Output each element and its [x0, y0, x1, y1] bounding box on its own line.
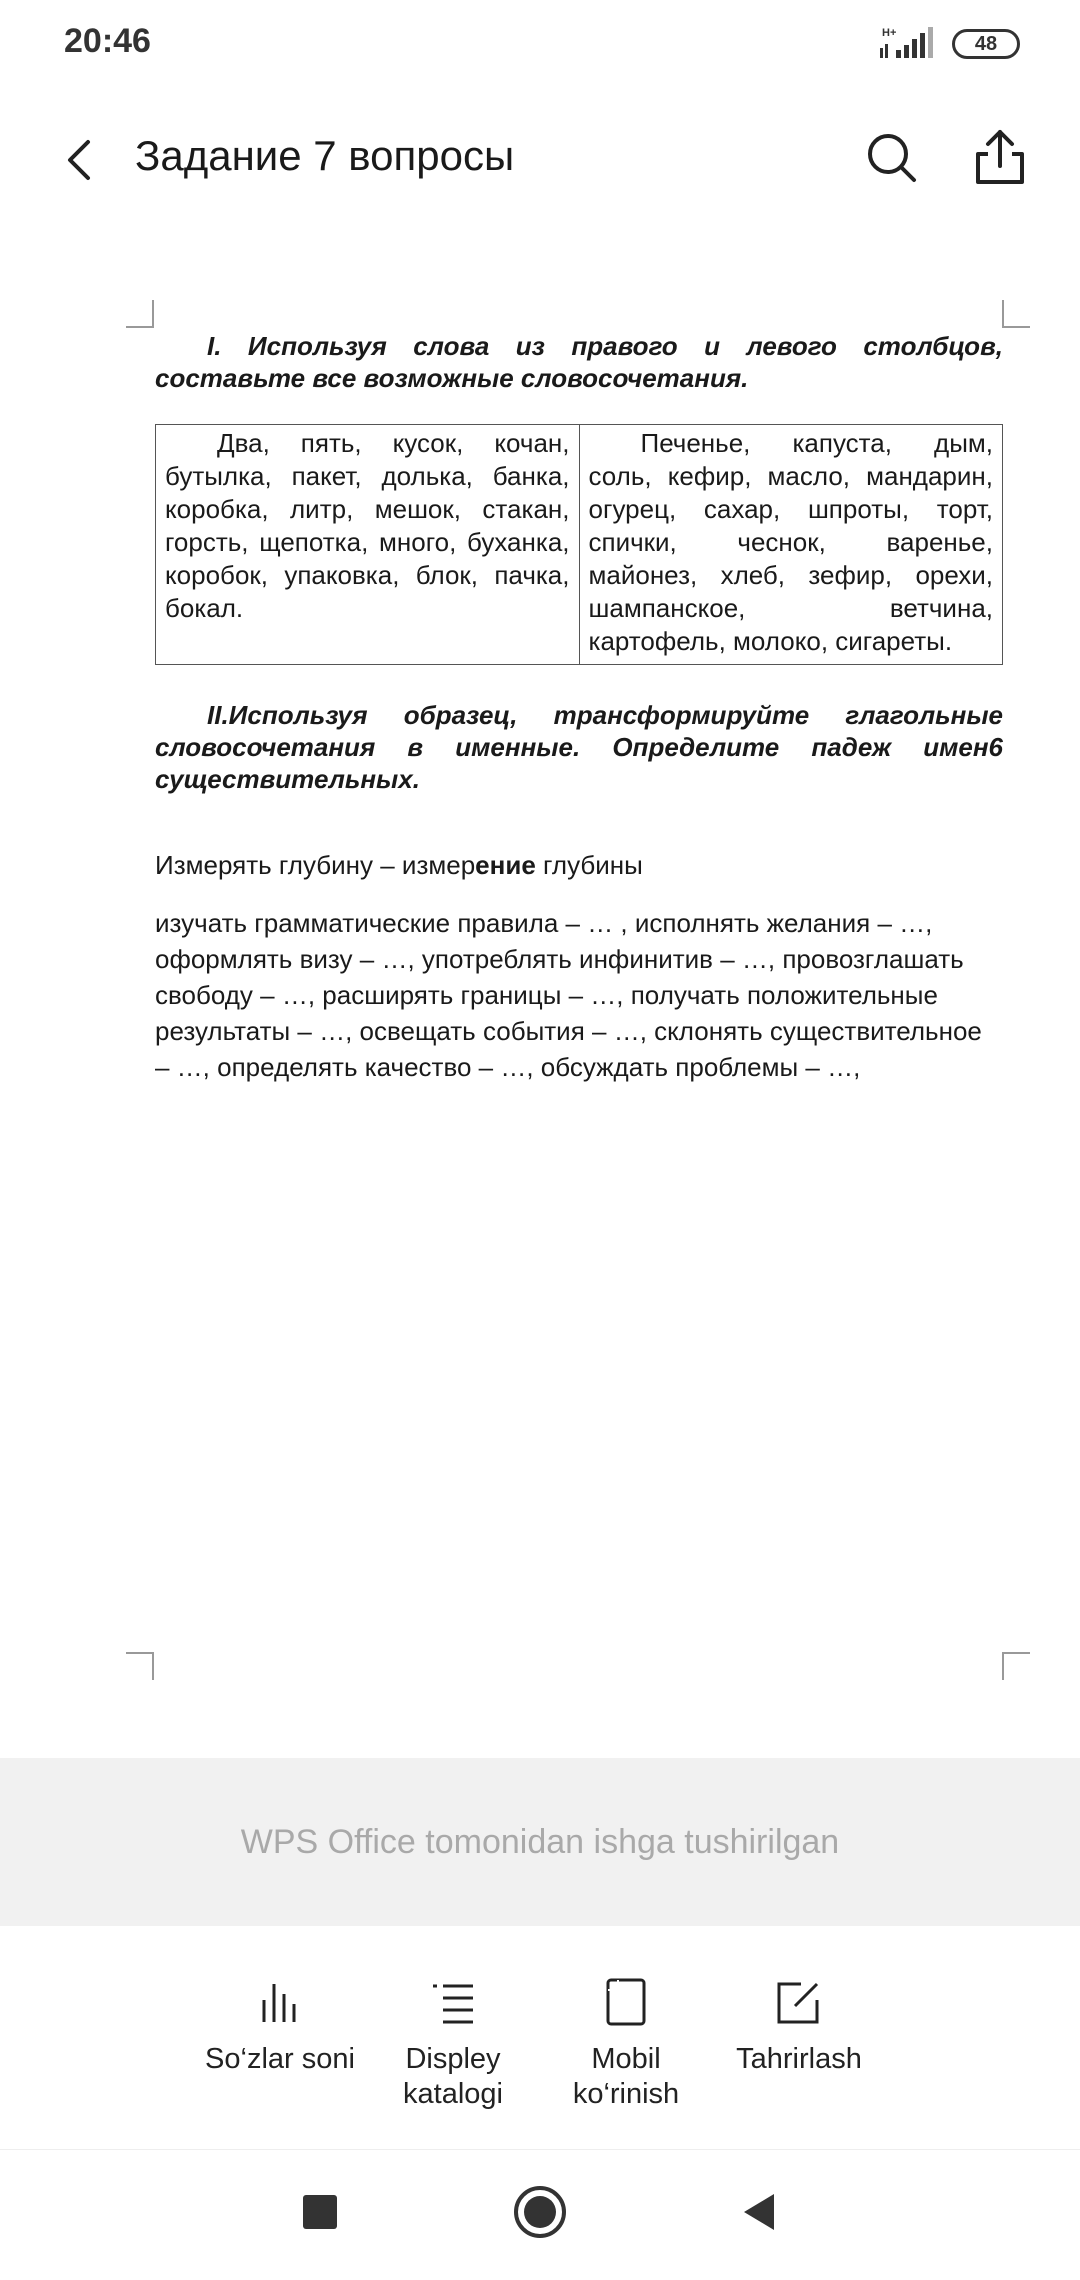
- bottom-toolbar: [0, 1926, 1080, 2150]
- word-count-button[interactable]: [190, 1976, 370, 2077]
- signal-icon: [878, 26, 938, 60]
- catalog-label-line1: Displey: [405, 2043, 501, 2075]
- search-icon[interactable]: [862, 128, 922, 188]
- battery-level: 48: [974, 32, 998, 55]
- catalog-label-line2: katalogi: [403, 2078, 503, 2110]
- display-catalog-button[interactable]: [363, 1976, 543, 2112]
- powered-by-text: WPS Office tomonidan ishga tushirilgan: [240, 1822, 840, 1861]
- document-page[interactable]: [0, 300, 1080, 1690]
- mobile-view-icon: [600, 1976, 652, 2028]
- example-text-end: глубины: [535, 850, 643, 880]
- example-text: Измерять глубину – измер: [155, 850, 476, 880]
- system-navigation-bar: [0, 2150, 1080, 2280]
- mobile-label-line2: ko‘rinish: [572, 2078, 680, 2110]
- page-corner-mark: [1002, 1652, 1030, 1680]
- page-corner-mark: [126, 1652, 154, 1680]
- battery-indicator: [952, 29, 1020, 59]
- page-corner-mark: [1002, 300, 1030, 328]
- example-line: [155, 849, 1003, 881]
- task1-heading: I. Используя слова из правого и левого столбцов, составьте все возможные словосочетания.: [155, 331, 1003, 393]
- back-icon[interactable]: [52, 130, 112, 190]
- document-content: [155, 330, 1003, 1085]
- task2-heading: II.Используя образец, трансформируйте глагольные словосочетания в именные. Определите падеж имен6 существительных.: [155, 700, 1003, 794]
- page-title: Задание 7 вопросы: [135, 132, 515, 179]
- edit-button[interactable]: [709, 1976, 889, 2077]
- recents-icon[interactable]: [290, 2182, 350, 2242]
- mobile-label-line1: Mobil: [591, 2043, 661, 2075]
- app-bar: [0, 100, 1080, 220]
- network-type: H+: [882, 27, 897, 39]
- mobile-view-button[interactable]: [536, 1976, 716, 2112]
- share-icon[interactable]: [970, 124, 1030, 188]
- powered-by-banner: [0, 1758, 1080, 1926]
- home-icon[interactable]: [510, 2182, 570, 2242]
- nav-back-icon[interactable]: [730, 2182, 790, 2242]
- exercise-text: изучать грамматические правила – … , исполнять желания – …, оформлять визу – …, употреблять инфинитив – …, провозглашать свободу – …, расширять границы – …, получать положительные результаты – …, освещать события – …, склонять существительное – …, определять качество – …, обсуждать проблемы – …,: [155, 908, 982, 1082]
- table-cell-right: Печенье, капуста, дым, соль, кефир, масло, мандарин, огурец, сахар, шпроты, торт, спички, чеснок, варенье, майонез, хлеб, зефир, орехи, шампанское, ветчина, картофель, молоко, сигареты.: [579, 425, 1003, 665]
- page-corner-mark: [126, 300, 154, 328]
- example-suffix: ение: [475, 850, 536, 880]
- status-time: 20:46: [64, 22, 151, 60]
- word-count-label: So‘zlar soni: [205, 2043, 355, 2075]
- edit-icon: [773, 1976, 825, 2028]
- status-bar: [0, 0, 1080, 90]
- edit-label: Tahrirlash: [736, 2043, 862, 2075]
- words-table: [155, 424, 1003, 665]
- word-count-icon: [254, 1976, 306, 2028]
- table-cell-left: Два, пять, кусок, кочан, бутылка, пакет, долька, банка, коробка, литр, мешок, стакан, горсть, щепотка, много, буханка, коробок, упаковка, блок, пачка, бокал.: [156, 425, 580, 665]
- catalog-icon: [427, 1976, 479, 2028]
